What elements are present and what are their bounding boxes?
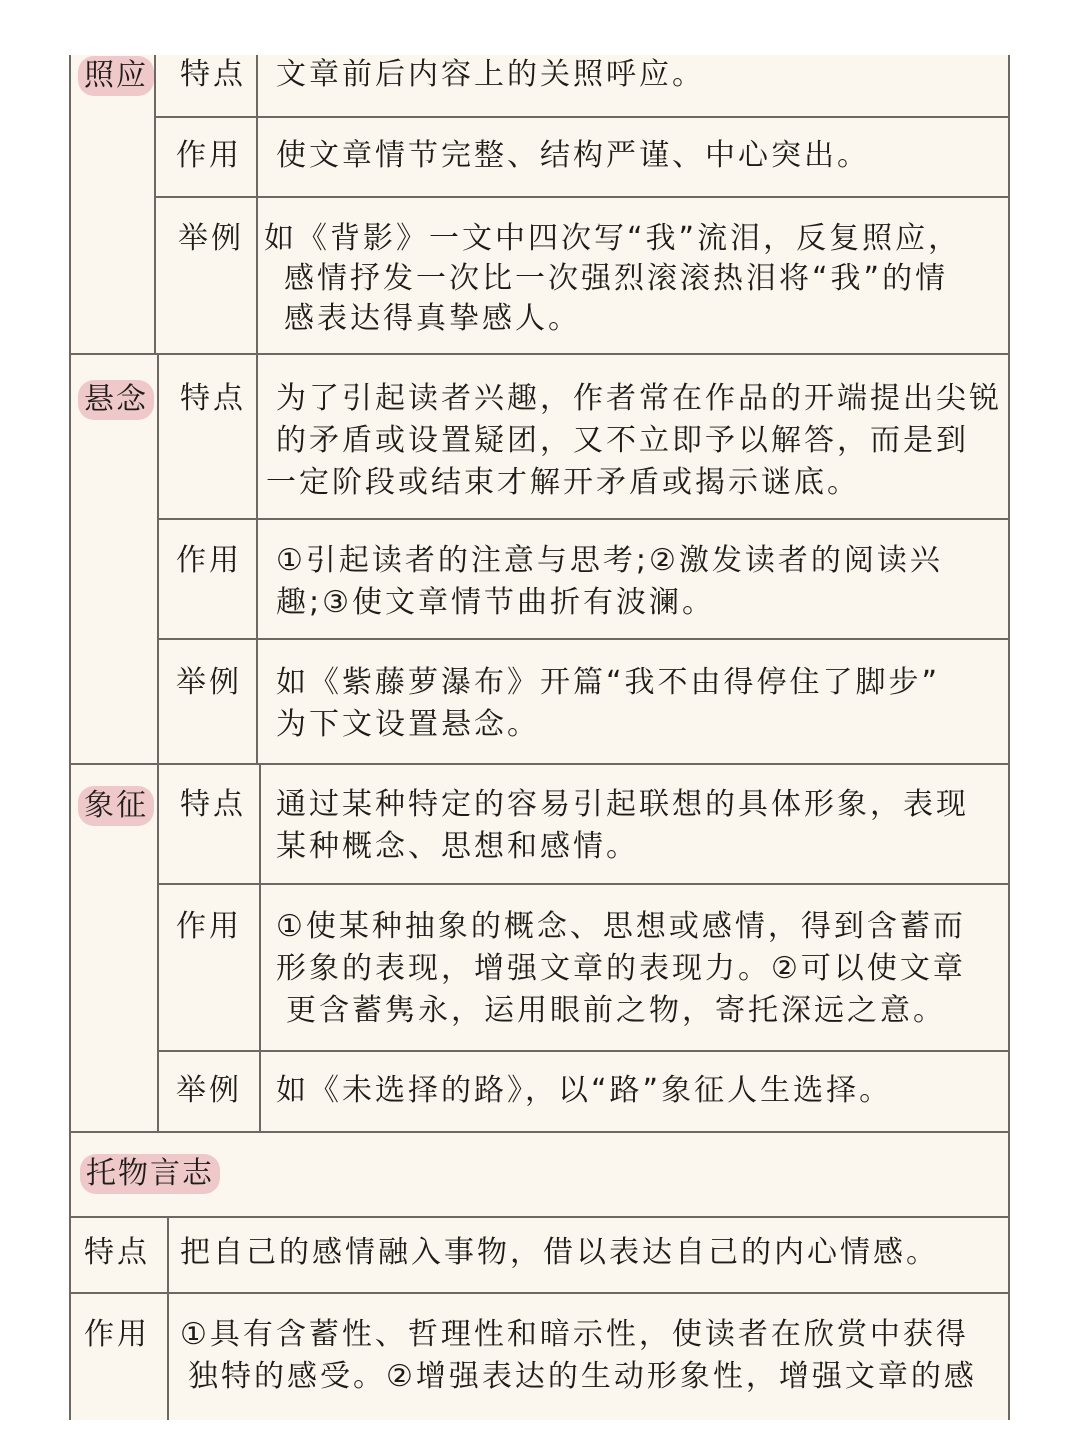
row-label-function: 作用 <box>176 138 242 173</box>
section-name-xiangzheng: 象征 <box>78 786 154 826</box>
row-text-line: 感情抒发一次比一次强烈滚滚热泪将“我”的情 <box>284 261 949 296</box>
row-text-line: 如《紫藤萝瀑布》开篇“我不由得停住了脚步” <box>276 665 941 700</box>
divider <box>157 638 1010 640</box>
divider <box>154 116 1010 118</box>
divider <box>154 196 1010 198</box>
section-name-xuannian: 悬念 <box>78 380 154 420</box>
row-text-line: 某种概念、思想和感情。 <box>276 829 639 864</box>
divider <box>157 354 159 764</box>
section-name-tuowuyanzhi: 托物言志 <box>80 1154 220 1194</box>
divider <box>157 1050 1010 1052</box>
divider <box>154 55 156 355</box>
row-label-example: 举例 <box>176 1073 242 1108</box>
divider <box>256 55 258 355</box>
divider <box>157 883 1010 885</box>
row-text-line: 形象的表现，增强文章的表现力。②可以使文章 <box>276 951 966 986</box>
row-text-line: ①引起读者的注意与思考;②激发读者的阅读兴 <box>276 543 943 578</box>
divider <box>69 1292 1010 1294</box>
row-label-features: 特点 <box>180 381 246 416</box>
row-text-line: 感表达得真挚感人。 <box>284 301 581 336</box>
row-text-line: ①使某种抽象的概念、思想或感情，得到含蓄而 <box>276 909 966 944</box>
divider <box>69 1131 1010 1133</box>
divider <box>157 518 1010 520</box>
divider <box>69 763 1010 765</box>
row-label-function: 作用 <box>176 909 242 944</box>
row-text-line: 为了引起读者兴趣，作者常在作品的开端提出尖锐 <box>276 381 1002 416</box>
row-text-line: 更含蓄隽永，运用眼前之物，寄托深远之意。 <box>286 993 946 1028</box>
row-text-line: ①具有含蓄性、哲理性和暗示性，使读者在欣赏中获得 <box>180 1317 969 1352</box>
row-text-line: 通过某种特定的容易引起联想的具体形象，表现 <box>276 787 969 822</box>
row-text-line: 一定阶段或结束才解开矛盾或揭示谜底。 <box>266 465 860 500</box>
row-label-features: 特点 <box>84 1235 150 1270</box>
row-label-features: 特点 <box>180 787 246 822</box>
row-label-example: 举例 <box>178 221 244 256</box>
section-name-zhaoying: 照应 <box>78 56 154 96</box>
row-text-line: 把自己的感情融入事物，借以表达自己的内心情感。 <box>180 1235 939 1270</box>
divider <box>69 353 1010 355</box>
divider <box>256 354 258 764</box>
row-text-line: 如《未选择的路》，以“路”象征人生选择。 <box>276 1073 893 1108</box>
divider <box>167 1217 169 1420</box>
divider <box>69 1216 1010 1218</box>
row-text-line: 的矛盾或设置疑团，又不立即予以解答，而是到 <box>276 423 969 458</box>
row-text-line: 如《背影》一文中四次写“我”流泪，反复照应， <box>264 221 962 256</box>
row-label-function: 作用 <box>84 1317 150 1352</box>
row-label-function: 作用 <box>176 543 242 578</box>
row-label-example: 举例 <box>176 665 242 700</box>
row-text-line: 为下文设置悬念。 <box>276 707 540 742</box>
divider <box>157 764 159 1132</box>
row-text-line: 趣;③使文章情节曲折有波澜。 <box>276 585 716 620</box>
row-text-line: 独特的感受。②增强表达的生动形象性，增强文章的感 <box>188 1359 977 1394</box>
row-text-line: 文章前后内容上的关照呼应。 <box>276 57 705 92</box>
divider <box>259 764 261 1132</box>
row-label-features: 特点 <box>180 57 246 92</box>
row-text-line: 使文章情节完整、结构严谨、中心突出。 <box>276 138 870 173</box>
